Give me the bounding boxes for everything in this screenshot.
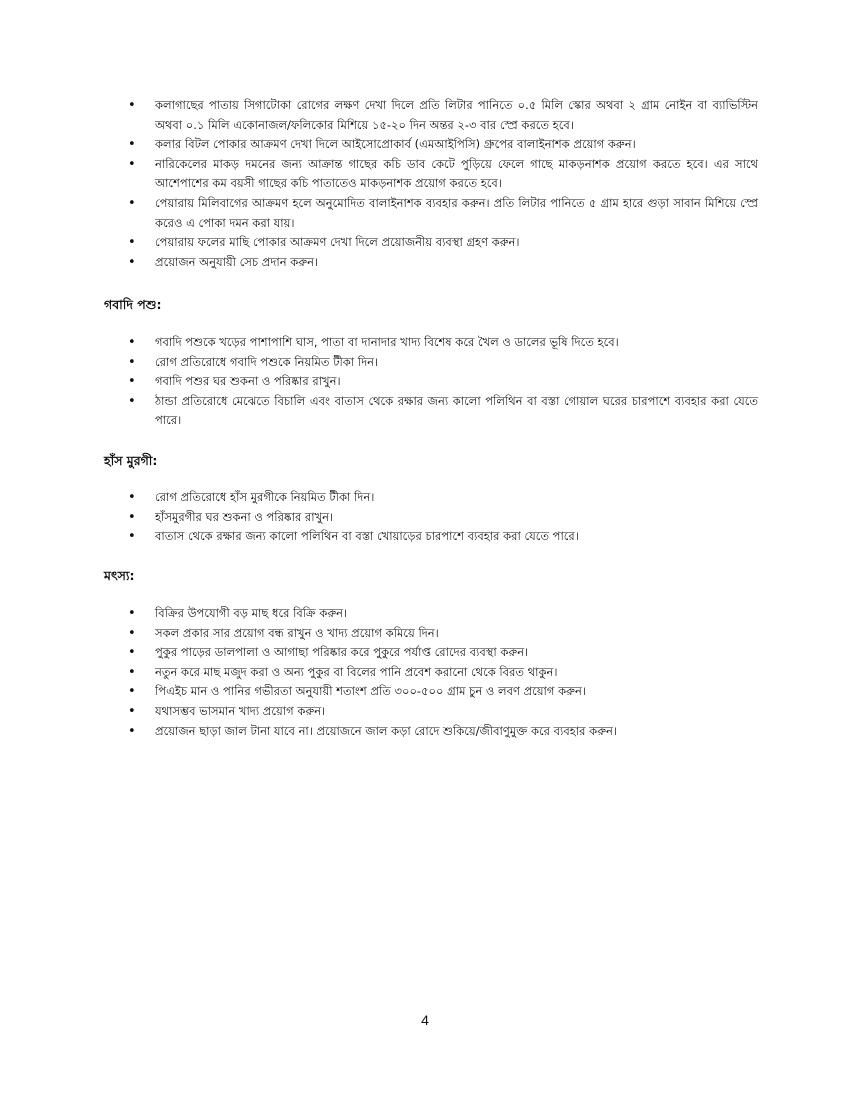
list-item: • নতুন করে মাছ মজুদ করা ও অন্য পুকুর বা বিলের পানি প্রবেশ করানো থেকে বিরত থাকুন।: [128, 663, 758, 683]
page-number: 4: [421, 1012, 429, 1028]
list-item: • পেয়ারায় মিলিবাগের আক্রমণ হলে অনুমোদিত বালাইনাশক ব্যবহার করুন। প্রতি লিটার পানিতে ৫ গ্রাম হারে গুড়া সাবান মিশিয়ে স্প্রে করেও এ পোকা দমন করা যায়।: [128, 195, 758, 230]
bullet-icon: •: [128, 98, 136, 113]
list-item: • কলাগাছের পাতায় সিগাটোকা রোগের লক্ষণ দেখা দিলে প্রতি লিটার পানিতে ০.৫ মিলি স্কোর অথবা ২ গ্রাম নোইন বা ব্যাভিস্টিন অথবা ০.১ মিলি একোনাজল/ফলিকোর মিশিয়ে ১৫-২০ দিন অন্তর ২-৩ বার স্প্রে করতে হবে।: [128, 98, 758, 132]
list-item: • বিক্রির উপযোগী বড় মাছ ধরে বিক্রি করুন।: [128, 604, 758, 624]
fisheries-list: [128, 604, 758, 741]
list-item: • যথাসম্ভব ভাসমান খাদ্য প্রয়োগ করুন।: [128, 702, 758, 722]
list-item: • বাতাস থেকে রক্ষার জন্য কালো পলিথিন বা বস্তা খোয়াড়ের চারপাশে ব্যবহার করা যেতে পারে।: [128, 527, 758, 547]
list-item: • পুকুর পাড়ের ডালপালা ও আগাছা পরিষ্কার করে পুকুরে পর্যাপ্ত রোদের ব্যবস্থা করুন।: [128, 643, 758, 663]
list-item: • নারিকেলের মাকড় দমনের জন্য আক্রান্ত গাছের কচি ডাব কেটে পুড়িয়ে ফেলে গাছে মাকড়নাশক প্রয়োগ করতে হবে। এর সাথে আশেপাশের কম বয়সী গাছের কচি পাতাতেও মাকড়নাশক প্রয়োগ করতে হবে।: [128, 156, 758, 191]
bullet-icon: •: [128, 703, 136, 719]
list-item: • ঠান্ডা প্রতিরোধে মেঝেতে বিচালি এবং বাতাস থেকে রক্ষার জন্য কালো পলিথিন বা বস্তা গোয়াল ঘরের চারপাশে ব্যবহার করা যেতে পারে।: [128, 393, 758, 428]
bullet-icon: •: [128, 235, 136, 251]
bullet-icon: •: [128, 393, 136, 409]
list-item: • কলার বিটল পোকার আক্রমণ দেখা দিলে আইসোপ্রোকার্ব (এমআইপিসি) গ্রুপের বালাইনাশক প্রয়োগ করুন।: [128, 135, 758, 155]
crop-advice-list: [128, 96, 758, 272]
list-item: • প্রয়োজন অনুযায়ী সেচ প্রদান করুন।: [128, 253, 758, 273]
bullet-icon: •: [128, 195, 136, 211]
bullet-icon: •: [128, 156, 136, 172]
bullet-icon: •: [128, 490, 136, 505]
bullet-icon: •: [128, 723, 136, 739]
fisheries-heading: মৎস্য:: [104, 568, 135, 583]
bullet-icon: •: [128, 606, 136, 621]
bullet-icon: •: [128, 529, 136, 545]
livestock-heading: গবাদি পশু:: [104, 297, 162, 312]
list-item: • গবাদি পশুর ঘর শুকনা ও পরিষ্কার রাখুন।: [128, 372, 758, 392]
livestock-list: [128, 333, 758, 431]
list-item: • প্রয়োজন ছাড়া জাল টানা যাবে না। প্রয়োজনে জাল কড়া রোদে শুকিয়ে/জীবাণুমুক্ত করে ব্যবহার করুন।: [128, 722, 758, 742]
bullet-icon: •: [128, 374, 136, 390]
bullet-icon: •: [128, 664, 136, 680]
bullet-icon: •: [128, 137, 136, 153]
list-item: • রোগ প্রতিরোধে হাঁস মুরগীকে নিয়মিত টীকা দিন।: [128, 488, 758, 508]
poultry-list: [128, 488, 758, 547]
list-item: • রোগ প্রতিরোধে গবাদি পশুকে নিয়মিত টীকা দিন।: [128, 353, 758, 373]
list-item: • হাঁসমুরগীর ঘর শুকনা ও পরিষ্কার রাখুন।: [128, 508, 758, 528]
list-item: • গবাদি পশুকে খড়ের পাশাপাশি ঘাস, পাতা বা দানাদার খাদ্য বিশেষ করে খৈল ও ডালের ভূষি দিতে হবে।: [128, 333, 758, 353]
poultry-heading: হাঁস মুরগী:: [104, 453, 158, 468]
list-item: • পেয়ারায় ফলের মাছি পোকার আক্রমণ দেখা দিলে প্রয়োজনীয় ব্যবস্থা গ্রহণ করুন।: [128, 233, 758, 253]
bullet-icon: •: [128, 645, 136, 661]
bullet-icon: •: [128, 625, 136, 641]
bullet-icon: •: [128, 254, 136, 270]
bullet-icon: •: [128, 684, 136, 700]
bullet-icon: •: [128, 509, 136, 525]
bullet-icon: •: [128, 335, 136, 350]
list-item: • পিএইচ মান ও পানির গভীরতা অনুযায়ী শতাংশ প্রতি ৩০০-৫০০ গ্রাম চুন ও লবণ প্রয়োগ করুন।: [128, 682, 758, 702]
bullet-icon: •: [128, 354, 136, 370]
list-item: • সকল প্রকার সার প্রয়োগ বন্ধ রাখুন ও খাদ্য প্রয়োগ কমিয়ে দিন।: [128, 624, 758, 644]
